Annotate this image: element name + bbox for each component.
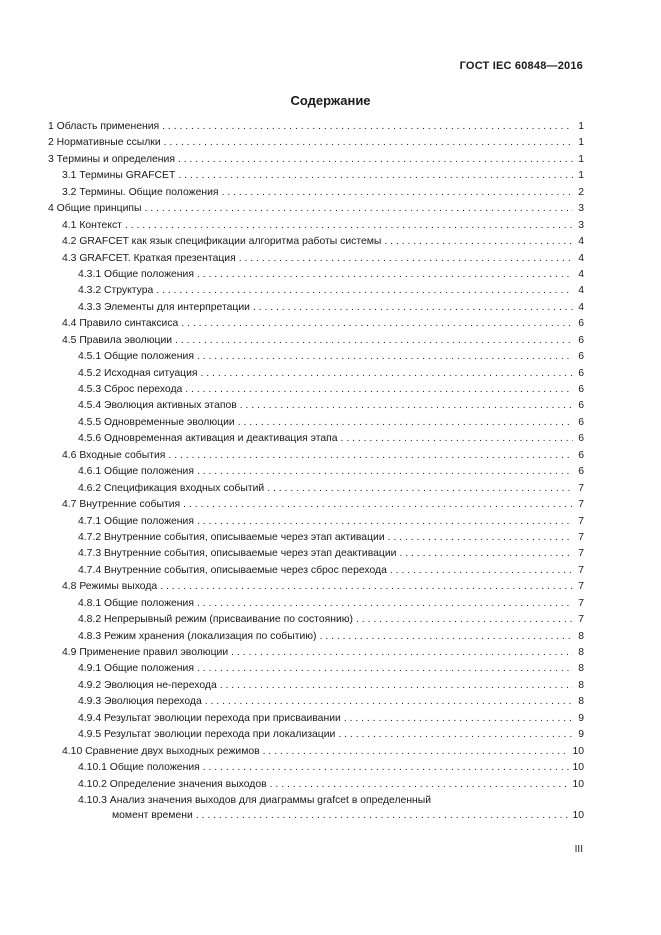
toc-entry[interactable]: [48, 431, 584, 447]
toc-entry[interactable]: [48, 711, 584, 727]
toc-entry-page: 7: [578, 581, 584, 593]
toc-entry-page: 6: [578, 416, 584, 428]
page-number: III: [574, 844, 583, 855]
toc-entry[interactable]: [48, 333, 584, 349]
dot-leader: [162, 119, 573, 135]
toc-entry-page: 10: [572, 809, 584, 821]
toc-entry[interactable]: [48, 514, 584, 530]
toc-entry-title: 4.9 Применение правил эволюции: [62, 647, 229, 658]
dot-leader: [168, 448, 573, 464]
dot-leader: [239, 251, 573, 267]
toc-entry-title: 4.7.2 Внутренние события, описываемые через этап активации: [78, 531, 385, 543]
toc-entry-title: 4.5.5 Одновременные эволюции: [78, 416, 235, 428]
dot-leader: [197, 661, 573, 677]
dot-leader: [270, 777, 570, 793]
toc-entry-page: 6: [578, 433, 584, 445]
toc-entry[interactable]: [48, 152, 584, 168]
toc-entry-page: 7: [578, 515, 584, 527]
toc-entry-page: 10: [572, 762, 584, 774]
toc-entry-page: 8: [578, 630, 584, 642]
dot-leader: [344, 711, 573, 727]
dot-leader: [388, 530, 573, 546]
toc-entry[interactable]: [48, 530, 584, 546]
toc-entry-page: 6: [578, 449, 584, 461]
dot-leader: [125, 218, 573, 234]
dot-leader: [197, 596, 573, 612]
toc-entry[interactable]: [48, 119, 584, 135]
toc-entry-title: 4.7.4 Внутренние события, описываемые через сброс перехода: [78, 564, 387, 576]
dot-leader: [145, 201, 573, 217]
toc-entry[interactable]: [48, 218, 584, 234]
dot-leader: [253, 300, 573, 316]
dot-leader: [356, 612, 573, 628]
toc-entry[interactable]: [48, 645, 584, 661]
dot-leader: [341, 431, 573, 447]
toc-entry[interactable]: [48, 448, 584, 464]
toc-entry-title: 4.7.3 Внутренние события, описываемые через этап деактивации: [78, 548, 397, 560]
toc-entry[interactable]: [48, 777, 584, 793]
dot-leader: [238, 415, 573, 431]
toc-entry-title: 4.6 Входные события: [62, 449, 166, 461]
toc-entry-page: 8: [578, 696, 584, 708]
page-title: Содержание: [290, 93, 371, 108]
dot-leader: [164, 135, 573, 151]
toc-entry-page: 7: [578, 597, 584, 609]
toc-entry-page: 8: [578, 647, 584, 658]
toc-entry-title: 4.2 GRAFCET как язык спецификации алгоритма работы системы: [62, 236, 382, 248]
toc-entry-title: 4.7 Внутренние события: [62, 499, 181, 511]
toc-entry-title: 4.5 Правила эволюции: [62, 334, 173, 346]
toc-entry[interactable]: [48, 234, 584, 250]
toc-entry-page: 7: [578, 531, 584, 543]
toc-entry[interactable]: [48, 563, 584, 579]
toc-entry[interactable]: [48, 382, 584, 398]
toc-entry-title: 4.8 Режимы выхода: [62, 581, 158, 593]
toc-entry-page: 4: [578, 285, 584, 297]
toc-entry-title: 4.9.3 Эволюция перехода: [78, 696, 202, 708]
dot-leader: [178, 152, 573, 168]
toc-entry-page: 1: [578, 137, 584, 149]
toc-entry-title: 4.5.3 Сброс перехода: [78, 384, 183, 395]
toc-entry-page: 4: [578, 236, 584, 248]
toc-entry-title: 4.7.1 Общие положения: [78, 515, 194, 527]
toc-entry-page: 6: [578, 367, 584, 379]
toc-entry-title: 4.3.2 Структура: [78, 285, 154, 297]
toc-entry-page: 7: [578, 548, 584, 560]
toc-entry-page: 2: [578, 186, 584, 198]
toc-entry[interactable]: [48, 283, 584, 299]
toc-entry[interactable]: [48, 678, 584, 694]
dot-leader: [384, 234, 573, 250]
toc-entry-page: 8: [578, 663, 584, 675]
toc-entry[interactable]: [48, 135, 584, 151]
toc-entry-title: 4.9.1 Общие положения: [78, 663, 194, 675]
toc-entry[interactable]: [48, 398, 584, 414]
toc-entry-title: 4 Общие принципы: [48, 203, 142, 215]
toc-entry-title: 4.5.4 Эволюция активных этапов: [78, 400, 237, 412]
toc-entry[interactable]: [48, 760, 584, 776]
toc-entry[interactable]: [48, 415, 584, 431]
dot-leader: [197, 514, 573, 530]
dot-leader: [160, 579, 573, 595]
toc-entry[interactable]: [48, 793, 584, 826]
dot-leader: [181, 316, 573, 332]
table-of-contents: [48, 119, 584, 826]
toc-entry-page: 8: [578, 679, 584, 691]
toc-entry-page: 7: [578, 614, 584, 626]
toc-entry[interactable]: [48, 185, 584, 201]
toc-entry-title: 3.1 Термины GRAFCET: [62, 170, 176, 182]
dot-leader: [267, 481, 573, 497]
toc-entry-page: 6: [578, 466, 584, 478]
toc-entry-page: 7: [578, 499, 584, 511]
toc-entry-title: 2 Нормативные ссылки: [48, 137, 161, 149]
toc-entry[interactable]: [48, 727, 584, 743]
toc-entry-title: 4.10.3 Анализ значения выходов для диаграммы grafcet в определенный: [78, 794, 432, 806]
toc-entry-page: 6: [578, 318, 584, 330]
toc-entry[interactable]: [48, 316, 584, 332]
toc-entry-page: 9: [578, 729, 584, 741]
toc-entry-page: 1: [578, 170, 584, 182]
toc-entry-title: 4.5.2 Исходная ситуация: [78, 367, 198, 379]
toc-entry[interactable]: [48, 349, 584, 365]
dot-leader: [205, 694, 573, 710]
dot-leader: [196, 808, 570, 824]
dot-leader: [175, 333, 573, 349]
toc-entry-title: 4.9.2 Эволюция не-перехода: [78, 679, 217, 691]
toc-entry-title: 4.10.1 Общие положения: [78, 762, 200, 774]
toc-entry-page: 4: [578, 252, 584, 264]
toc-entry[interactable]: [48, 579, 584, 595]
toc-entry-title: 4.3.1 Общие положения: [78, 268, 194, 280]
document-designation: ГОСТ IEC 60848—2016: [459, 60, 583, 72]
dot-leader: [231, 645, 573, 661]
toc-entry[interactable]: [48, 168, 584, 184]
toc-entry-title: 4.5.6 Одновременная активация и деактивация этапа: [78, 433, 338, 445]
dot-leader: [399, 546, 573, 562]
toc-entry-page: 6: [578, 384, 584, 395]
dot-leader: [178, 168, 573, 184]
toc-entry-title-continuation: момент времени: [112, 809, 193, 821]
toc-entry-title: 4.6.2 Спецификация входных событий: [78, 482, 265, 494]
toc-entry-page: 6: [578, 400, 584, 412]
toc-entry[interactable]: [48, 251, 584, 267]
toc-entry[interactable]: [48, 694, 584, 710]
toc-entry-title: 4.9.5 Результат эволюции перехода при локализации: [78, 729, 336, 741]
toc-entry-title: 4.8.3 Режим хранения (локализация по событию): [78, 630, 317, 642]
toc-entry-title: 4.8.1 Общие положения: [78, 597, 194, 609]
toc-entry-page: 6: [578, 334, 584, 346]
toc-entry[interactable]: [48, 596, 584, 612]
dot-leader: [203, 760, 570, 776]
toc-entry-page: 9: [578, 712, 584, 724]
dot-leader: [390, 563, 573, 579]
toc-entry-page: 1: [578, 121, 584, 132]
toc-entry-page: 1: [578, 153, 584, 165]
toc-entry[interactable]: [48, 481, 584, 497]
toc-entry-title: 4.1 Контекст: [62, 219, 122, 231]
toc-entry-page: 4: [578, 301, 584, 313]
toc-entry-title: 4.8.2 Непрерывный режим (присваивание по состоянию): [78, 614, 354, 626]
toc-entry-page: 6: [578, 351, 584, 363]
toc-entry[interactable]: [48, 201, 584, 217]
toc-entry-title: 4.3 GRAFCET. Краткая презентация: [62, 252, 236, 264]
toc-entry-title: 1 Область применения: [48, 121, 160, 132]
toc-entry[interactable]: [48, 546, 584, 562]
toc-entry[interactable]: [48, 267, 584, 283]
dot-leader: [240, 398, 573, 414]
toc-entry-page: 10: [572, 745, 584, 757]
toc-entry-page: 3: [578, 203, 584, 215]
dot-leader: [222, 185, 573, 201]
toc-entry[interactable]: [48, 629, 584, 645]
toc-entry[interactable]: [48, 300, 584, 316]
dot-leader: [183, 497, 573, 513]
toc-entry[interactable]: [48, 661, 584, 677]
toc-entry-title: 4.6.1 Общие положения: [78, 466, 194, 478]
dot-leader: [197, 267, 573, 283]
toc-entry[interactable]: [48, 497, 584, 513]
toc-entry-page: 7: [578, 482, 584, 494]
toc-entry-page: 4: [578, 268, 584, 280]
toc-entry-title: 3.2 Термины. Общие положения: [62, 186, 219, 198]
toc-entry-title: 3 Термины и определения: [48, 153, 175, 165]
toc-entry-page: 10: [572, 778, 584, 790]
dot-leader: [263, 744, 570, 760]
toc-entry[interactable]: [48, 744, 584, 760]
toc-entry-title: 4.9.4 Результат эволюции перехода при присваивании: [78, 712, 341, 724]
toc-entry-title: 4.3.3 Элементы для интерпретации: [78, 301, 250, 313]
dot-leader: [320, 629, 573, 645]
dot-leader: [201, 366, 574, 382]
toc-entry-page: 7: [578, 564, 584, 576]
toc-entry[interactable]: [48, 366, 584, 382]
toc-entry[interactable]: [48, 612, 584, 628]
toc-entry[interactable]: [48, 464, 584, 480]
dot-leader: [156, 283, 573, 299]
dot-leader: [197, 349, 573, 365]
dot-leader: [185, 382, 573, 398]
dot-leader: [338, 727, 573, 743]
dot-leader: [220, 678, 573, 694]
toc-entry-page: 3: [578, 219, 584, 231]
dot-leader: [197, 464, 573, 480]
toc-entry-title: 4.10.2 Определение значения выходов: [78, 778, 267, 790]
toc-entry-title: 4.5.1 Общие положения: [78, 351, 194, 363]
toc-entry-title: 4.4 Правило синтаксиса: [62, 318, 179, 330]
toc-entry-title: 4.10 Сравнение двух выходных режимов: [62, 745, 260, 757]
